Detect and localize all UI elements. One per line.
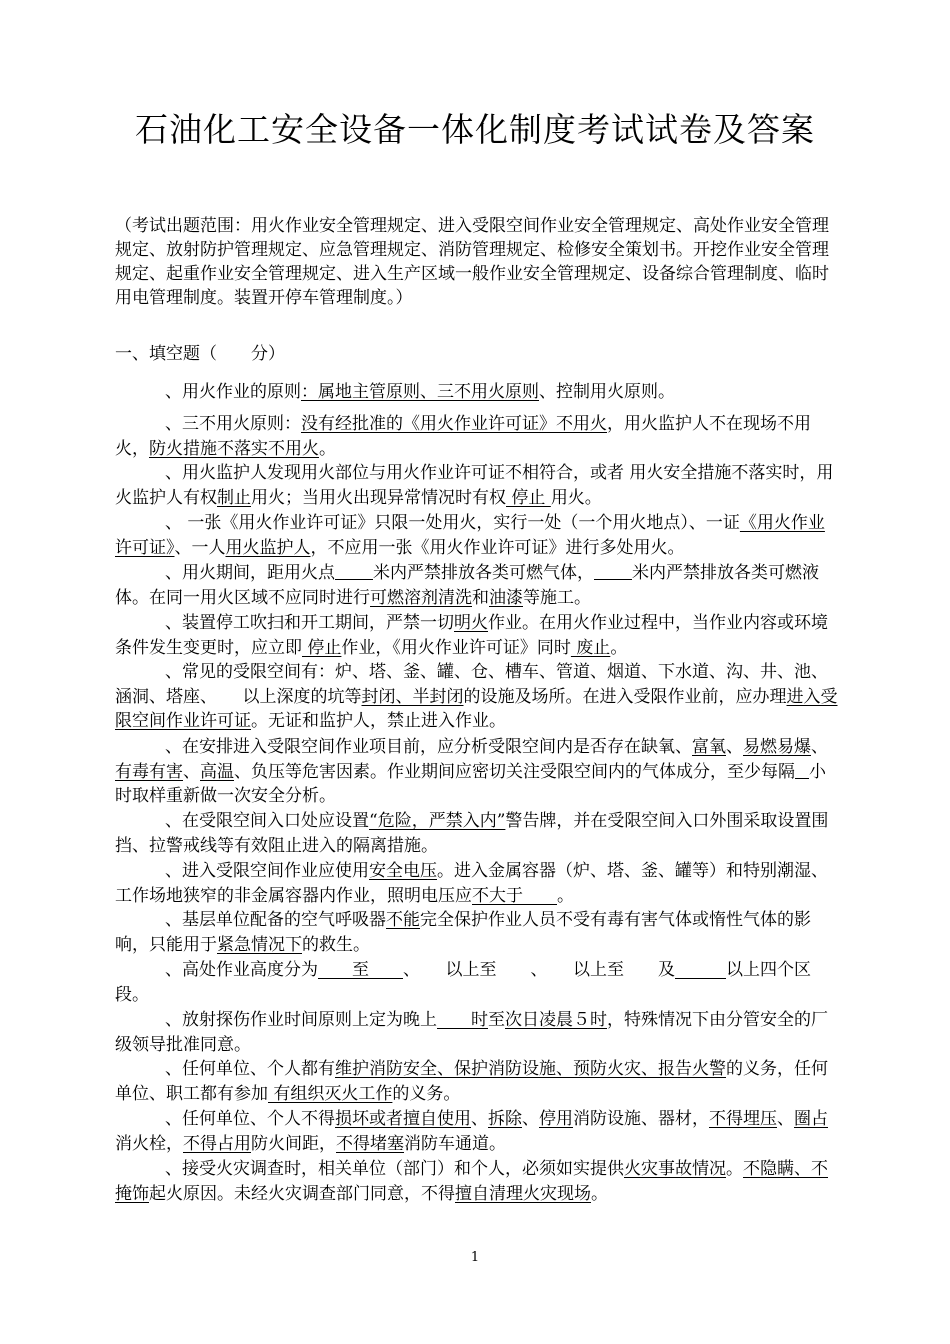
answer-text: 不得埋压 <box>709 1109 777 1129</box>
page-number: 1 <box>470 1250 480 1265</box>
document-title: 石油化工安全设备一体化制度考试试卷及答案 <box>135 110 815 149</box>
answer-text: 火灾事故情况 <box>624 1159 726 1179</box>
answer-text: 不得堵塞 <box>336 1133 404 1154</box>
answer-text: “危险，严禁入内” <box>369 811 506 831</box>
answer-text: 制止 <box>217 487 251 508</box>
question-1: 、用火作业的原则：属地主管原则、三不用火原则、控制用火原则。 <box>165 382 675 402</box>
question-11: 、基层单位配备的空气呼吸器不能完全保护作业人员不受有毒有害气体或惰性气体的影响，只能用于紧急情况下的救生。 <box>115 910 811 955</box>
section-heading: 一、填空题（ 分） <box>115 344 285 364</box>
question-3: 、用火监护人发现用火部位与用火作业许可证不相符合，或者 用火安全措施不落实时，用火监护人有权制止用火；当用火出现异常情况时有权 停止 用火。 <box>115 463 834 508</box>
answer-blank <box>795 761 809 779</box>
question-5: 、用火期间，距用火点 米内严禁排放各类可燃气体， 米内严禁排放各类可燃液体。在同一用火区域不应同时进行可燃溶剂清洗和油漆等施工。 <box>115 563 819 608</box>
answer-text: 维护消防安全、保护消防设施、预防火灾、报告火警 <box>335 1059 726 1079</box>
answer-text: 停止 <box>506 487 551 508</box>
answer-text: 不大于 <box>472 885 557 906</box>
answer-text: 损坏或者擅自使用 <box>335 1109 471 1129</box>
answer-text: 可燃溶剂清洗 <box>370 587 472 608</box>
answer-text: 不隐瞒、不掩饰 <box>115 1159 828 1204</box>
answer-blank <box>335 562 373 580</box>
answer-text: 紧急情况下 <box>217 934 302 955</box>
answer-blank <box>594 562 632 580</box>
question-14: 、任何单位、个人都有维护消防安全、保护消防设施、预防火灾、报告火警的义务，任何单位、职工都有参加 有组织灭火工作的义务。 <box>115 1059 828 1104</box>
answer-text: 不能 <box>386 910 420 930</box>
answer-text: 安全电压 <box>369 861 437 881</box>
answer-text: 有毒有害 <box>115 761 183 782</box>
answer-text: 没有经批准的《用火作业许可证》不用火 <box>301 414 607 434</box>
answer-text: ：属地主管原则、三不用火原则 <box>301 382 539 402</box>
exam-scope: （考试出题范围：用火作业安全管理规定、进入受限空间作业安全管理规定、高处作业安全管理规定、放射防护管理规定、应急管理规定、消防管理规定、检修安全策划书。开挖作业安全管理规定、起重作业安全管理规定、进入生产区域一般作业安全管理规定、设备综合管理制度、临时用电管理制度。装置开停车管理制度。） <box>115 216 829 308</box>
answer-text: 至 <box>318 960 403 980</box>
question-7: 、常见的受限空间有：炉、塔、釜、罐、仓、槽车、管道、烟道、下水道、沟、井、池、涵洞、塔座、 以上深度的坑等封闭、半封闭的设施及场所。在进入受限作业前，应办理进入受限空间作业许可证。无证和监护人，禁止进入作业。 <box>115 662 838 732</box>
answer-text: 油漆 <box>489 587 523 608</box>
answer-text <box>675 960 726 980</box>
answer-text: 富氧 <box>692 737 726 757</box>
answer-text: 次日凌晨５时 <box>505 1010 607 1030</box>
answer-text: 停止 <box>302 637 342 658</box>
question-8: 、在安排进入受限空间作业项目前，应分析受限空间内是否存在缺氧、富氧、易燃易爆、有毒有害、高温、负压等危害因素。作业期间应密切关注受限空间内的气体成分，至少每隔 小时取样重新做一次安全分析。 <box>115 737 828 807</box>
question-16: 、接受火灾调查时，相关单位（部门）和个人，必须如实提供火灾事故情况。不隐瞒、不掩饰起火原因。未经火灾调查部门同意，不得擅自清理火灾现场。 <box>115 1159 828 1204</box>
question-6: 、装置停工吹扫和开工期间，严禁一切明火作业。在用火作业过程中，当作业内容或环境条件发生变更时，应立即 停止作业，《用火作业许可证》同时 废止。 <box>115 613 828 658</box>
question-9: 、在受限空间入口处应设置“危险，严禁入内”警告牌，并在受限空间入口外围采取设置围挡、拉警戒线等有效阻止进入的隔离措施。 <box>115 811 829 856</box>
answer-text: 易燃易爆 <box>743 737 811 757</box>
answer-text: 废止 <box>570 637 611 658</box>
question-4: 、 一张《用火作业许可证》只限一处用火，实行一处（一个用火地点）、一证《用火作业许可证》、一人用火监护人，不应用一张《用火作业许可证》进行多处用火。 <box>115 513 825 558</box>
answer-text: 防火措施不落实不用火 <box>149 438 319 459</box>
answer-text: 擅自清理火灾现场 <box>455 1183 591 1204</box>
answer-text: 明火 <box>454 613 488 633</box>
question-2: 、三不用火原则：没有经批准的《用火作业许可证》不用火，用火监护人不在现场不用火，防火措施不落实不用火。 <box>115 414 811 459</box>
answer-text: 高温 <box>200 761 234 782</box>
question-10: 、进入受限空间作业应使用安全电压。进入金属容器（炉、塔、釜、罐等）和特别潮湿、工作场地狭窄的非金属容器内作业，照明电压应不大于 。 <box>115 861 828 906</box>
answer-text: 圈占 <box>794 1109 828 1129</box>
answer-text: 《用火作业许可证》 <box>115 513 825 558</box>
answer-text: 停用 <box>539 1109 573 1129</box>
answer-text: 时 <box>437 1010 488 1030</box>
question-15: 、任何单位、个人不得损坏或者擅自使用、拆除、停用消防设施、器材，不得埋压、圈占消火栓，不得占用防火间距，不得堵塞消防车通道。 <box>115 1109 828 1154</box>
answer-text: 进入受限空间作业许可证 <box>115 686 838 732</box>
answer-text: 拆除 <box>488 1109 522 1129</box>
answer-text: 封闭、半封闭 <box>361 686 464 707</box>
answer-text: 不得占用 <box>183 1133 251 1154</box>
answer-text: 用火监护人 <box>225 537 311 558</box>
question-12: 、高处作业高度分为 至 、 以上至 、 以上至 及 以上四个区段。 <box>115 960 811 1005</box>
answer-text: 有组织灭火工作 <box>268 1083 393 1104</box>
question-13: 、放射探伤作业时间原则上定为晚上 时至次日凌晨５时，特殊情况下由分管安全的厂级领导批准同意。 <box>115 1010 828 1055</box>
